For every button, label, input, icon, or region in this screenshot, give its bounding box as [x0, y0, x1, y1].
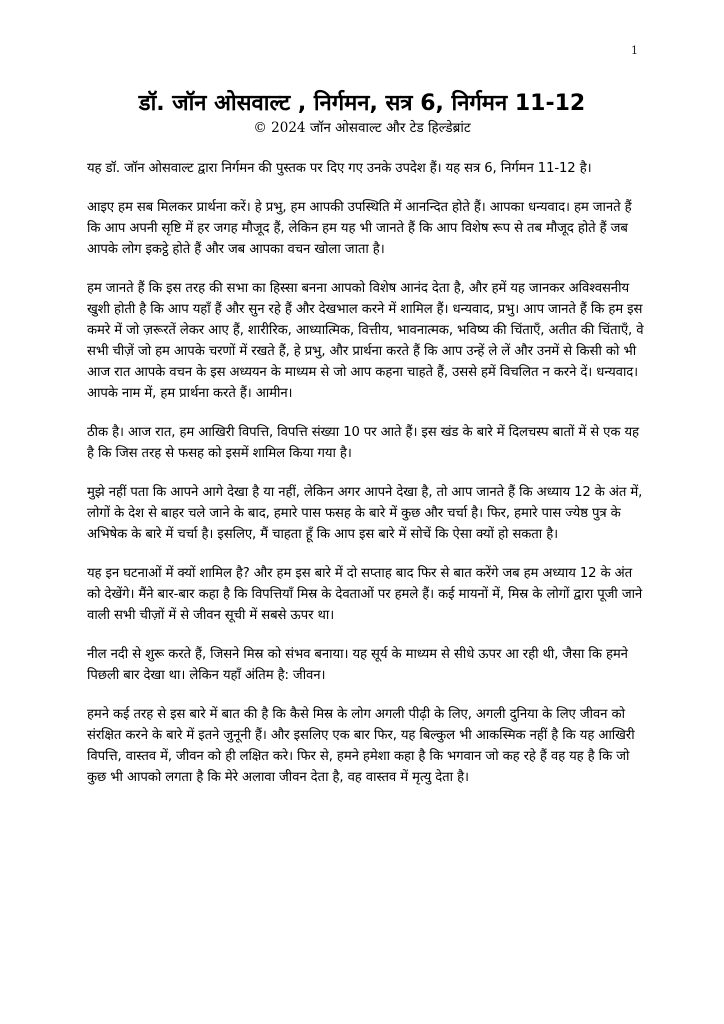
- paragraph-intro: यह डॉ. जॉन ओसवाल्ट द्वारा निर्गमन की पुस्तक पर दिए गए उनके उपदेश हैं। यह सत्र 6, निर्गमन 11-12 है।: [87, 161, 592, 176]
- paragraph-life: हमने कई तरह से इस बारे में बात की है कि कैसे मिस्र के लोग अगली पीढ़ी के लिए, अगली दुनिया के लिए जीवन को संरक्षित करने के बारे में इतने जुनूनी हैं। और इसलिए एक बार फिर, यह बिल्कुल भी आकस्मिक नहीं है कि यह आखिरी विपत्ति, वास्तव में, जीवन को ही लक्षित करे। फिर से, हमने हमेशा कहा है कि भगवान जो कह रहे हैं वह यह है कि जो कुछ भी आपको लगता है कि मेरे अलावा जीवन देता है, वह वास्तव में मृत्यु देता है।: [87, 707, 635, 785]
- paragraph-tenth-plague: ठीक है। आज रात, हम आखिरी विपत्ति, विपत्ति संख्या 10 पर आते हैं। इस खंड के बारे में दिलचस्प बातों में से एक यह है कि जिस तरह से फसह को इसमें शामिल किया गया है।: [87, 425, 639, 461]
- paragraph-nile: नील नदी से शुरू करते हैं, जिसने मिस्र को संभव बनाया। यह सूर्य के माध्यम से सीधे ऊपर आ रही थी, जैसा कि हमने पिछली बार देखा था। लेकिन यहाँ अंतिम है: जीवन।: [87, 647, 628, 683]
- paragraph-chapter-12: मुझे नहीं पता कि आपने आगे देखा है या नहीं, लेकिन अगर आपने देखा है, तो आप जानते हैं कि अध्याय 12 के अंत में, लोगों के देश से बाहर चले जाने के बाद, हमारे पास फसह के बारे में कुछ और चर्चा है। फिर, हमारे पास ज्येष्ठ पुत्र के अभिषेक के बारे में चर्चा है। इसलिए, मैं चाहता हूँ कि आप इस बारे में सोचें कि ऐसा क्यों हो सकता है।: [87, 485, 643, 542]
- document-title: डॉ. जॉन ओसवाल्ट , निर्गमन, सत्र 6, निर्गमन 11-12: [138, 91, 586, 116]
- paragraph-prayer-opening: आइए हम सब मिलकर प्रार्थना करें। हे प्रभु, हम आपकी उपस्थिति में आनन्दित होते हैं। आपका धन्यवाद। हम जानते हैं कि आप अपनी सृष्टि में हर जगह मौजूद हैं, लेकिन हम यह भी जानते हैं कि आप विशेष रूप से तब मौजूद होते हैं जब आपके लोग इकट्ठे होते हैं और जब आपका वचन खोला जाता है।: [87, 200, 632, 257]
- page-number: 1: [631, 44, 638, 57]
- paragraph-egyptian-gods: यह इन घटनाओं में क्यों शामिल है? और हम इस बारे में दो सप्ताह बाद फिर से बात करेंगे जब हम अध्याय 12 के अंत को देखेंगे। मैंने बार-बार कहा है कि विपत्तियाँ मिस्र के देवताओं पर हमले हैं। कई मायनों में, मिस्र के लोगों द्वारा पूजी जाने वाली सभी चीज़ों में से जीवन सूची में सबसे ऊपर था।: [87, 566, 643, 623]
- copyright-line: © 2024 जॉन ओसवाल्ट और टेड हिल्डेब्रांट: [253, 120, 471, 136]
- document-body: [87, 158, 647, 806]
- paragraph-prayer-closing: हम जानते हैं कि इस तरह की सभा का हिस्सा बनना आपको विशेष आनंद देता है, और हमें यह जानकर अविश्वसनीय खुशी होती है कि आप यहाँ हैं और सुन रहे हैं और देखभाल करने में शामिल हैं। धन्यवाद, प्रभु। आप जानते हैं कि हम इस कमरे में जो ज़रूरतें लेकर आए हैं, शारीरिक, आध्यात्मिक, वित्तीय, भावनात्मक, भविष्य की चिंताएँ, अतीत की चिंताएँ, वे सभी चीज़ें जो हम आपके चरणों में रखते हैं, हे प्रभु, और प्रार्थना करते हैं कि आप उन्हें ले लें और उनमें से किसी को भी आज रात आपके वचन के इस अध्ययन के माध्यम से जो आप कहना चाहते हैं, उससे हमें विचलित न करने दें। धन्यवाद। आपके नाम में, हम प्रार्थना करते हैं। आमीन।: [87, 281, 644, 401]
